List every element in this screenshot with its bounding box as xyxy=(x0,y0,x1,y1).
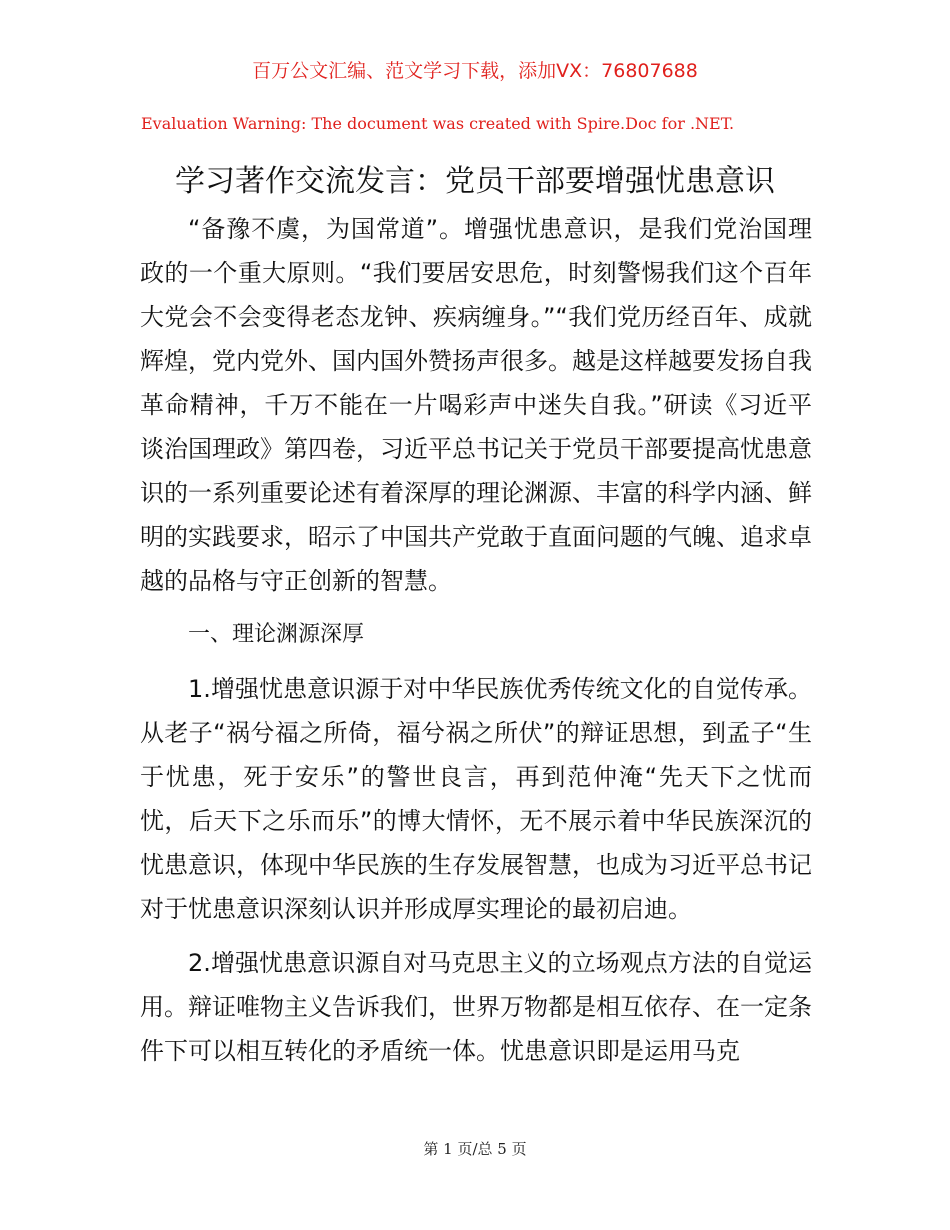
evaluation-warning: Evaluation Warning: The document was created with Spire.Doc for .NET. xyxy=(141,114,735,133)
paragraph-point-2: 2.增强忧患意识源自对马克思主义的立场观点方法的自觉运用。辩证唯物主义告诉我们，世界万物都是相互依存、在一定条件下可以相互转化的矛盾统一体。忧患意识即是运用马克 xyxy=(140,949,812,1065)
paragraph-point-1: 1.增强忧患意识源于对中华民族优秀传统文化的自觉传承。从老子“祸兮福之所倚，福兮祸之所伏”的辩证思想，到孟子“生于忧患，死于安乐”的警世良言，再到范仲淹“先天下之忧而忧，后天下之乐而乐”的博大情怀，无不展示着中华民族深沉的忧患意识，体现中华民族的生存发展智慧，也成为习近平总书记对于忧患意识深刻认识并形成厚实理论的最初启迪。 xyxy=(140,675,812,923)
page-indicator: 第 1 页/总 5 页 xyxy=(423,1140,527,1158)
header-advertisement: 百万公文汇编、范文学习下载，添加VX：76807688 xyxy=(252,60,698,82)
document-title: 学习著作交流发言：党员干部要增强忧患意识 xyxy=(175,164,775,199)
intro-paragraph: “备豫不虞，为国常道”。增强忧患意识，是我们党治国理政的一个重大原则。“我们要居安思危，时刻警惕我们这个百年大党会不会变得老态龙钟、疾病缠身。”“我们党历经百年、成就辉煌，党内党外、国内国外赞扬声很多。越是这样越要发扬自我革命精神，千万不能在一片喝彩声中迷失自我。”研读《习近平谈治国理政》第四卷，习近平总书记关于党员干部要提高忧患意识的一系列重要论述有着深厚的理论渊源、丰富的科学内涵、鲜明的实践要求，昭示了中国共产党敢于直面问题的气魄、追求卓越的品格与守正创新的智慧。 xyxy=(140,215,812,595)
section-heading: 一、理论渊源深厚 xyxy=(188,622,365,647)
document-body xyxy=(140,207,812,1073)
